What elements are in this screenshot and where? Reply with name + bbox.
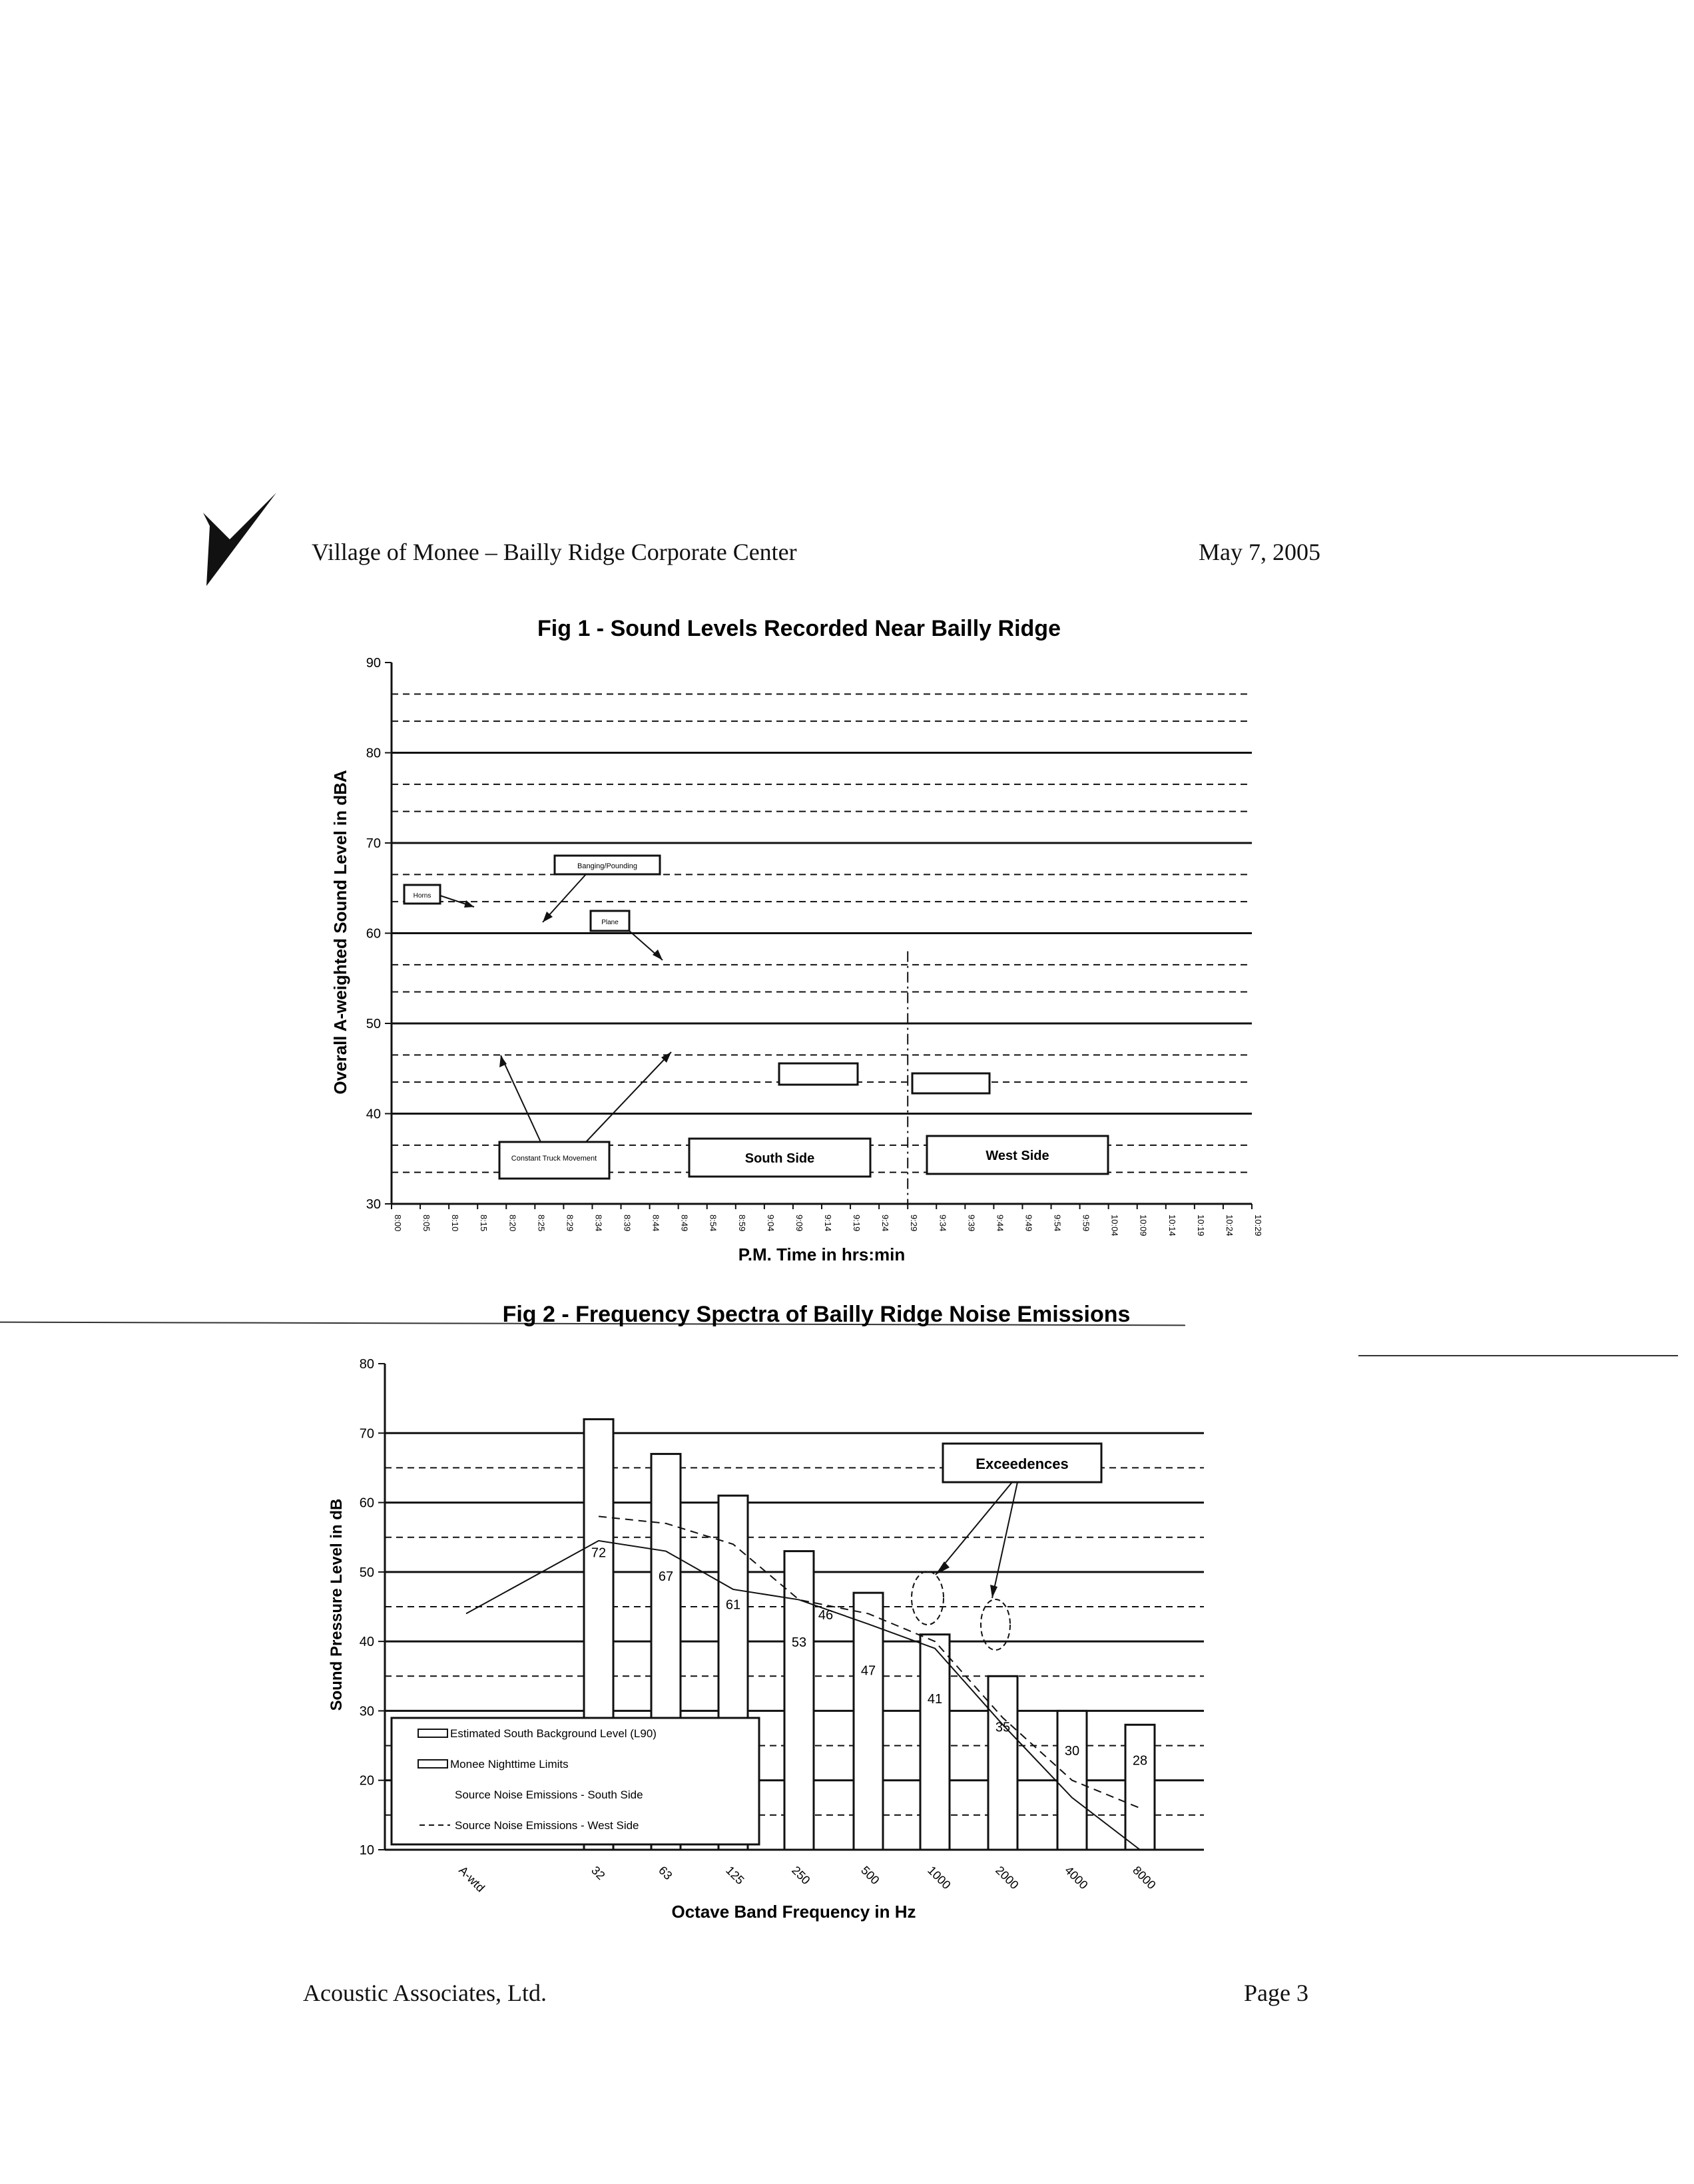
fig2-bar-label: 61 [725,1597,741,1613]
fig2-bar-label: 41 [927,1692,943,1707]
fig2-x-tick-label: 8000 [1130,1863,1159,1892]
fig1-annotation-south-text: South Side [744,1151,815,1166]
fig1-x-tick-label: 10:24 [1224,1215,1235,1236]
fig1-y-tick-label: 90 [366,656,381,671]
fig2-annotation-exceedences [912,1444,1101,1650]
fig2-y-tick-label: 20 [359,1773,374,1788]
fig1-x-tick-label: 9:34 [938,1215,948,1232]
fig2-y-tick-label: 70 [359,1426,374,1442]
fig2-legend-label-west: Source Noise Emissions - West Side [455,1819,639,1832]
fig1-x-tick-label: 8:05 [422,1215,432,1232]
fig2-y-tick-label: 30 [359,1704,374,1719]
fig2-bar-limit [988,1676,1017,1850]
fig1-y-tick-label: 50 [366,1017,381,1031]
document-footer-company: Acoustic Associates, Ltd. [303,1980,547,2006]
fig1-x-tick-label: 8:44 [651,1215,661,1232]
fig1-x-tick-label: 8:59 [736,1215,747,1232]
fig1-y-tick-label: 70 [366,836,381,851]
fig1-x-tick-label: 10:04 [1109,1215,1120,1236]
fig2-x-tick-label: 125 [723,1863,747,1888]
fig2-y-tick-label: 60 [359,1496,374,1511]
fig1-x-tick-label: 9:24 [880,1215,891,1232]
fig2-y-tick-label: 10 [359,1843,374,1858]
fig2-title: Fig 2 - Frequency Spectra of Bailly Ridge Noise Emissions [502,1302,1131,1327]
fig2-x-ticks [456,1864,1158,1895]
fig2-x-tick-label: 32 [589,1863,608,1882]
fig2-bar-label: 72 [591,1545,607,1561]
fig2-x-tick-label: A-wtd [456,1863,487,1895]
fig1-x-tick-label: 8:25 [536,1215,547,1232]
fig1-x-tick-label: 9:44 [995,1215,1005,1232]
fig2-x-tick-label: 2000 [993,1863,1021,1892]
fig2-bar-limit [784,1551,814,1850]
document-header-date: May 7, 2005 [1199,539,1320,565]
fig2-bar-limit [1125,1725,1155,1850]
fig1-annotation-trucks-text: Constant Truck Movement [511,1155,597,1163]
fig1-x-tick-label: 9:29 [909,1215,920,1232]
fig2-y-axis-label: Sound Pressure Level in dB [328,1498,346,1711]
fig2-legend-swatch-background [418,1729,447,1737]
fig1-x-tick-label: 10:29 [1253,1215,1263,1236]
fig1-x-tick-label: 9:09 [794,1215,804,1232]
fig2-bar-label: 35 [995,1720,1011,1735]
fig1-y-tick-label: 30 [366,1197,381,1212]
fig1-x-tick-label: 9:14 [823,1215,833,1232]
fig1-annotation-plane-text: Plane [601,919,619,926]
fig1-x-tick-label: 10:14 [1167,1215,1177,1236]
fig2-bar-limit [920,1635,950,1850]
fig1-x-tick-label: 8:29 [565,1215,575,1232]
fig1-annotation-banging-text: Banging/Pounding [577,862,637,870]
fig2-x-tick-label: 4000 [1062,1863,1091,1892]
fig1-y-tick-label: 80 [366,746,381,761]
fig2-bar-label: 28 [1132,1753,1148,1769]
fig2-x-tick-label: 1000 [925,1863,954,1892]
fig1-x-tick-label: 8:34 [593,1215,604,1232]
fig1-y-tick-label: 40 [366,1107,381,1122]
fig2-annotation-exceedences-text: Exceedences [976,1456,1069,1472]
fig1-x-tick-label: 9:49 [1023,1215,1034,1232]
fig1-x-tick-label: 9:19 [852,1215,862,1232]
fig1-x-tick-label: 9:54 [1052,1215,1063,1232]
fig2-y-tick-label: 40 [359,1635,374,1650]
fig1-x-tick-label: 8:20 [507,1215,518,1232]
fig1-x-tick-label: 10:19 [1195,1215,1206,1236]
fig2-legend-label-limits: Monee Nighttime Limits [450,1758,569,1771]
fig1-x-tick-label: 8:10 [450,1215,461,1232]
document-header-title: Village of Monee – Bailly Ridge Corporate Center [312,539,797,565]
fig2-bar-limit [854,1593,883,1850]
fig2-bar-label: 47 [860,1663,876,1679]
fig1-x-tick-label: 8:39 [622,1215,633,1232]
fig2-legend-label-south: Source Noise Emissions - South Side [455,1788,643,1801]
fig2-x-tick-label: 500 [858,1863,882,1888]
fig2-bar-label: 53 [791,1635,807,1651]
fig1-x-tick-label: 8:00 [393,1215,403,1232]
fig1-x-tick-label: 10:09 [1138,1215,1149,1236]
fig2-legend-swatch-limits [418,1760,447,1768]
fig2-x-tick-label: 63 [656,1863,675,1882]
fig2-x-tick-label: 250 [789,1863,813,1888]
fig1-x-tick-label: 8:15 [479,1215,489,1232]
fig1-y-axis-label: Overall A-weighted Sound Level in dBA [330,770,350,1095]
fig1-x-tick-label: 9:59 [1081,1215,1091,1232]
fig2-y-tick-label: 80 [359,1357,374,1372]
fig2-bar-label: 30 [1064,1744,1080,1759]
fig1-x-tick-label: 8:49 [679,1215,690,1232]
fig2-legend [392,1718,759,1844]
fig2-bar-label: 67 [658,1569,674,1584]
document-footer-page-number: Page 3 [1244,1980,1308,2006]
fig2-exceedence-circle-1000 [912,1571,944,1625]
fig2-extra-label: 46 [818,1608,834,1623]
fig2-x-axis-label: Octave Band Frequency in Hz [671,1902,916,1922]
fig1-x-tick-label: 9:39 [966,1215,977,1232]
fig1-x-axis-label: P.M. Time in hrs:min [738,1244,906,1264]
fig2-legend-label-background: Estimated South Background Level (L90) [450,1727,657,1740]
fig1-annotation-west-text: West Side [986,1149,1049,1163]
fig2-y-tick-label: 50 [359,1565,374,1580]
fig2-y-ticks [360,1357,385,1858]
fig1-x-tick-label: 8:54 [708,1215,718,1232]
fig1-annotation-horns-text: Horns [413,892,431,900]
fig1-y-tick-label: 60 [366,926,381,942]
fig1-title: Fig 1 - Sound Levels Recorded Near Bailly Ridge [537,616,1061,641]
fig1-x-tick-label: 9:04 [765,1215,776,1232]
